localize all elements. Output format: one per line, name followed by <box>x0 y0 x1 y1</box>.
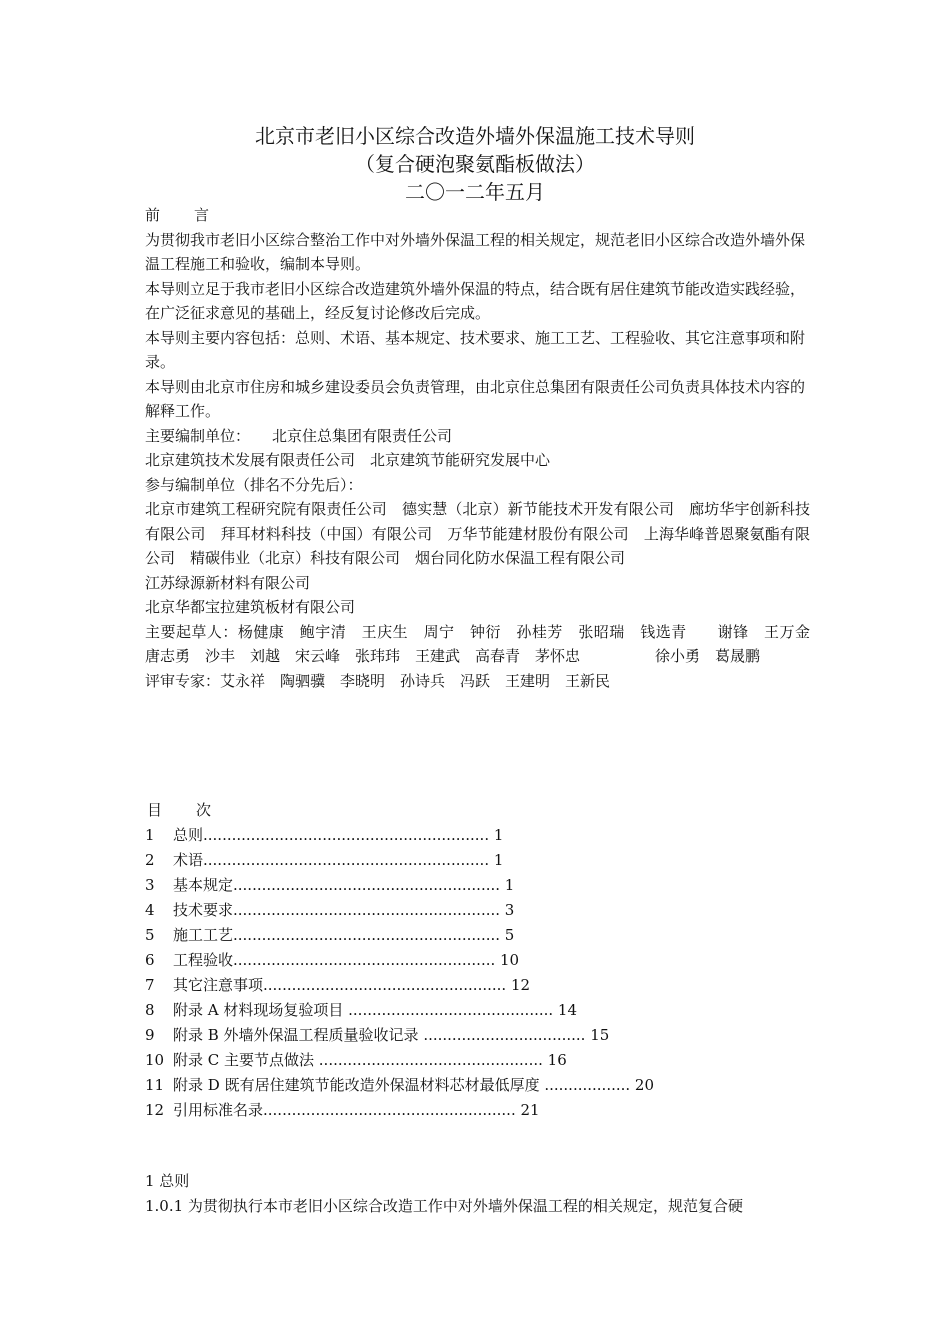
toc-item[interactable]: 2 术语............................................................ 1 <box>145 851 504 869</box>
preface-section <box>145 203 826 693</box>
toc-item[interactable]: 3 基本规定........................................................ 1 <box>145 876 515 894</box>
preface-paragraph-2: 本导则立足于我市老旧小区综合改造建筑外墙外保温的特点，结合既有居住建筑节能改造实践经验，在广泛征求意见的基础上，经反复讨论修改后完成。 <box>145 279 806 322</box>
toc-item[interactable]: 9 附录 B 外墙外保温工程质量验收记录 .................................. 15 <box>145 1026 610 1044</box>
toc-item[interactable]: 12 引用标准名录..................................................... 21 <box>145 1101 540 1119</box>
main-units-line-2: 北京建筑技术发展有限责任公司 北京建筑节能研究发展中心 <box>145 451 551 469</box>
toc-item[interactable]: 7 其它注意事项................................................... 12 <box>145 976 531 994</box>
toc-item[interactable]: 11 附录 D 既有居住建筑节能改造外保温材料芯材最低厚度 .................. 20 <box>145 1076 655 1094</box>
section-1-heading: 1 总则 <box>145 1172 190 1190</box>
title-line-1: 北京市老旧小区综合改造外墙外保温施工技术导则 <box>255 124 695 148</box>
section-1-paragraph: 1.0.1 为贯彻执行本市老旧小区综合改造工作中对外墙外保温工程的相关规定，规范复合硬 <box>145 1197 743 1215</box>
toc-item[interactable]: 1 总则............................................................ 1 <box>145 826 504 844</box>
main-units-line: 主要编制单位： 北京住总集团有限责任公司 <box>145 426 453 445</box>
preface-paragraph-1: 为贯彻我市老旧小区综合整治工作中对外墙外保温工程的相关规定，规范老旧小区综合改造外墙外保温工程施工和验收，编制本导则。 <box>145 230 806 273</box>
participants-list: 北京市建筑工程研究院有限责任公司 德实慧（北京）新节能技术开发有限公司 廊坊华宇创新科技有限公司 拜耳材料科技（中国）有限公司 万华节能建材股份有限公司 上海华峰普恩聚氨酯有限公司 精碳伟业（北京）科技有限公司 烟台同化防水保温工程有限公司 <box>145 500 810 567</box>
preface-paragraph-4: 本导则由北京市住房和城乡建设委员会负责管理，由北京住总集团有限责任公司负责具体技术内容的解释工作。 <box>145 377 806 420</box>
preface-heading: 前 言 <box>145 206 210 224</box>
toc-item[interactable]: 8 附录 A 材料现场复验项目 ........................................... 14 <box>145 1001 578 1019</box>
participants-extra-2: 北京华都宝拉建筑板材有限公司 <box>145 598 356 616</box>
toc-list <box>145 823 810 1123</box>
table-of-contents <box>145 798 810 1123</box>
toc-item[interactable]: 10 附录 C 主要节点做法 ............................................... 16 <box>145 1051 567 1069</box>
toc-heading: 目 次 <box>147 801 212 819</box>
reviewers-list: 评审专家：艾永祥 陶驷骥 李晓明 孙诗兵 冯跃 王建明 王新民 <box>145 671 611 690</box>
drafters-list: 主要起草人：杨健康 鲍宇清 王庆生 周宁 钟衍 孙桂芳 张昭瑞 钱选青 谢锋 王万金 唐志勇 沙丰 刘越 宋云峰 张玮玮 王建武 高春青 茅怀忠 徐小勇 葛晟鹏 <box>145 622 826 665</box>
preface-paragraph-3: 本导则主要内容包括：总则、术语、基本规定、技术要求、施工工艺、工程验收、其它注意事项和附录。 <box>145 328 806 371</box>
participants-label: 参与编制单位（排名不分先后）： <box>145 475 363 494</box>
toc-item[interactable]: 4 技术要求........................................................ 3 <box>145 901 515 919</box>
toc-item[interactable]: 5 施工工艺........................................................ 5 <box>145 926 515 944</box>
participants-extra-1: 江苏绿源新材料有限公司 <box>145 573 311 592</box>
title-date: 二〇一二年五月 <box>405 180 545 204</box>
title-line-2: （复合硬泡聚氨酯板做法） <box>355 152 595 176</box>
section-1 <box>145 1169 810 1219</box>
toc-item[interactable]: 6 工程验收....................................................... 10 <box>145 951 520 969</box>
document-title <box>0 122 950 206</box>
